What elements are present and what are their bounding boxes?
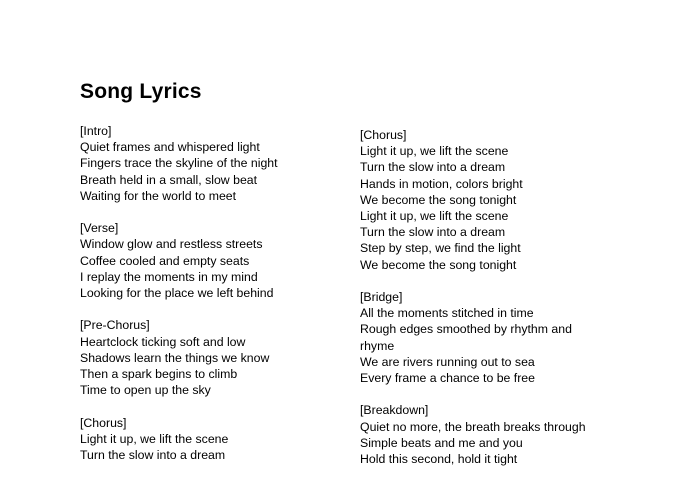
lyric-line: Quiet no more, the breath breaks through [360,419,586,434]
lyrics-section [80,415,380,464]
section-heading: [Bridge] [360,290,403,305]
lyric-line: I replay the moments in my mind [80,269,258,284]
lyric-line: Coffee cooled and empty seats [80,253,250,268]
lyric-line: We become the song tonight [360,257,517,272]
lyric-line: Light it up, we lift the scene [80,431,229,446]
lyrics-section [80,220,380,301]
lyric-line: Hands in motion, colors bright [360,176,523,191]
section-heading: [Chorus] [360,128,407,142]
lyric-line: Light it up, we lift the scene [360,209,509,224]
lyric-line: Rough edges smoothed by rhythm and rhyme [360,322,576,353]
lyrics-section [360,402,600,467]
lyric-line: Breath held in a small, slow beat [80,172,258,187]
lyrics-section [80,317,380,398]
lyric-line: Heartclock ticking soft and low [80,334,246,349]
lyric-line: Light it up, we lift the scene [360,144,509,159]
lyric-line: Hold this second, hold it tight [360,452,518,467]
lyric-line: Then a spark begins to climb [80,367,238,382]
lyrics-section [360,289,600,386]
lyric-line: Turn the slow into a dream [360,225,506,240]
section-heading: [Intro] [80,124,112,138]
lyric-line: Looking for the place we left behind [80,286,274,301]
lyric-line: Quiet frames and whispered light [80,140,260,155]
lyric-line: Every frame a chance to be free [360,371,535,386]
lyric-line: Window glow and restless streets [80,237,263,252]
section-heading: [Chorus] [80,415,127,430]
lyric-line: Fingers trace the skyline of the night [80,156,278,171]
lyrics-right-column [360,127,600,483]
section-heading: [Verse] [80,221,119,236]
lyric-line: Waiting for the world to meet [80,188,237,203]
lyrics-section [360,127,600,273]
lyrics-left-column [80,123,380,479]
lyric-line: Time to open up the sky [80,383,211,398]
section-heading: [Pre-Chorus] [80,318,150,333]
section-heading: [Breakdown] [360,403,429,418]
lyric-line: Shadows learn the things we know [80,350,270,365]
lyric-line: Simple beats and me and you [360,435,523,450]
page-title: Song Lyrics [80,80,202,103]
lyric-line: We become the song tonight [360,192,517,207]
lyric-line: All the moments stitched in time [360,306,534,321]
lyrics-section [80,123,380,204]
lyric-line: Step by step, we find the light [360,241,521,256]
lyric-line: Turn the slow into a dream [80,448,226,463]
lyric-line: We are rivers running out to sea [360,354,535,369]
lyric-line: Turn the slow into a dream [360,160,506,175]
